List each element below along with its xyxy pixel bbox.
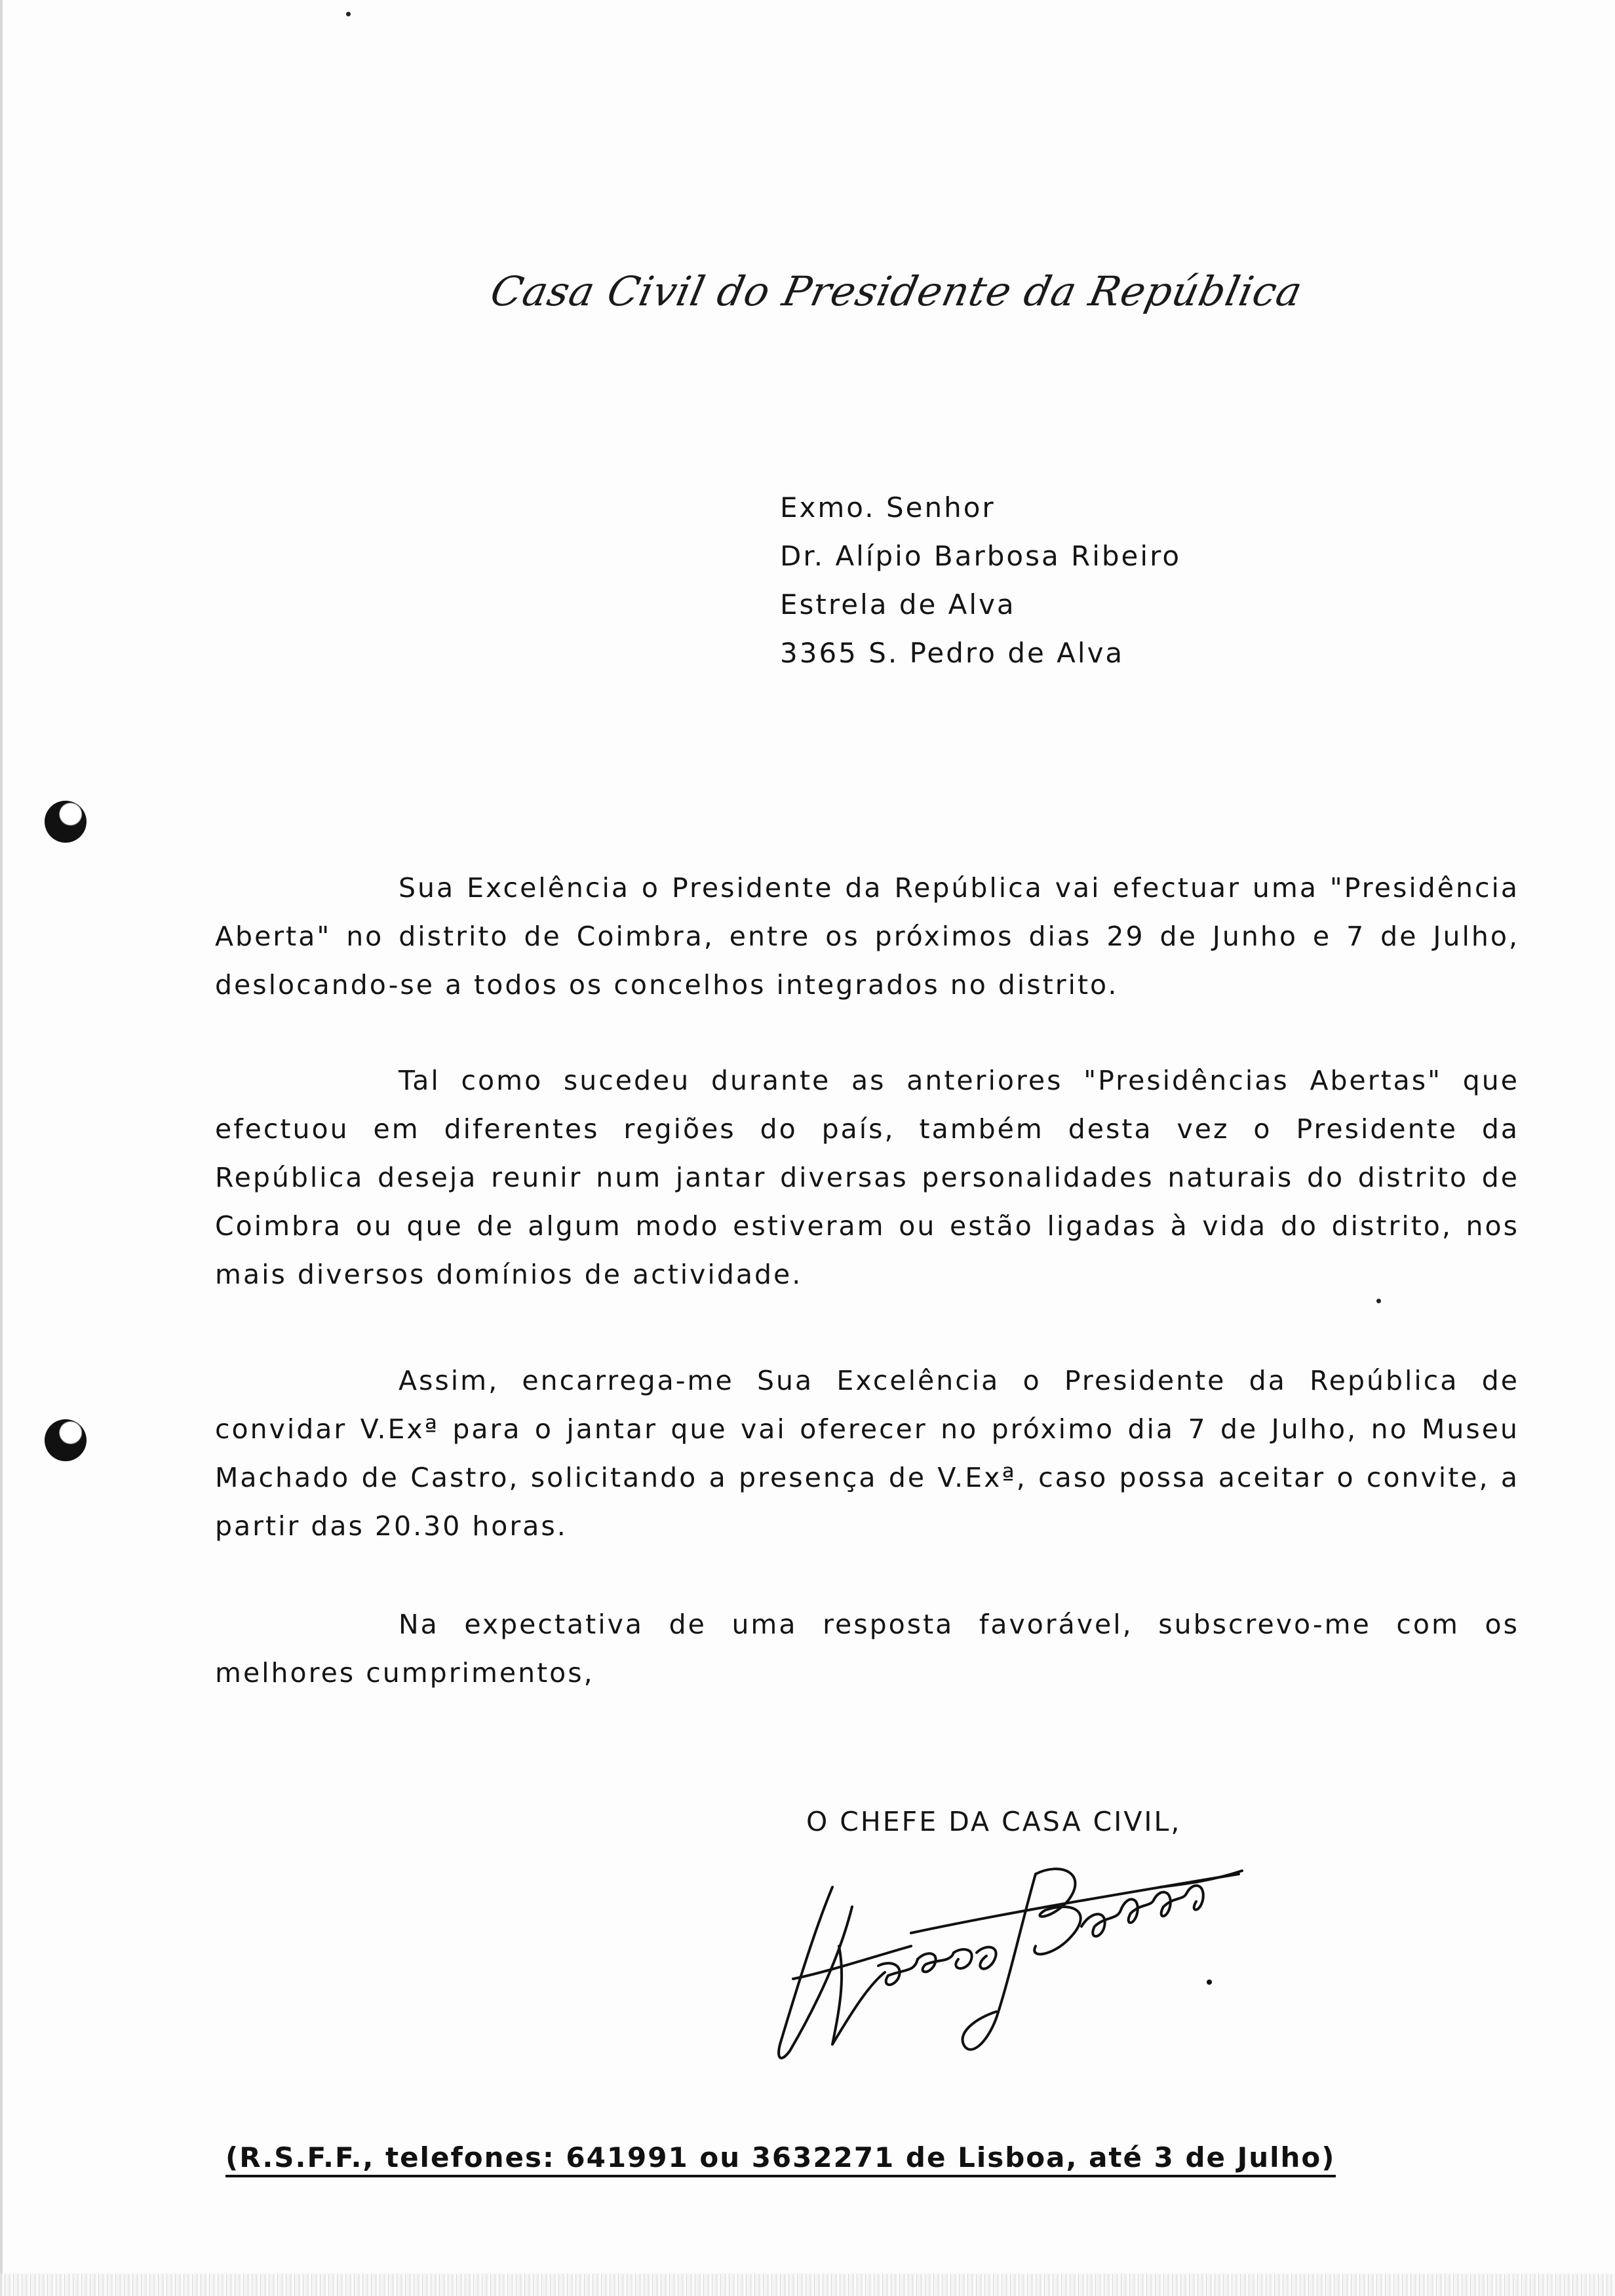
scan-edge-left [0, 0, 3, 2296]
paragraph-4-text: Na expectativa de uma resposta favorável, subscrevo-me com os melhores cumprimentos, [215, 1609, 1519, 1689]
body-paragraph-2 [215, 1056, 1519, 1299]
punch-hole-icon [45, 1419, 87, 1461]
handwritten-signature [754, 1848, 1252, 2103]
recipient-address-line1: Estrela de Alva [780, 588, 1016, 621]
scan-speck [1376, 1299, 1381, 1303]
paragraph-3-text: Assim, encarrega-me Sua Excelência o Presidente da República de convidar V.Exª para o jantar que vai oferecer no próximo dia 7 de Julho, no Museu Machado de Castro, solicitando a presença de V.Exª, caso possa aceitar o convite, a partir das 20.30 horas. [215, 1365, 1519, 1542]
scan-edge-bottom [0, 2274, 1615, 2296]
scan-speck [346, 12, 351, 16]
body-paragraph-3 [215, 1356, 1519, 1550]
paragraph-1-text: Sua Excelência o Presidente da República vai efectuar uma "Presidência Aberta" no distrito de Coimbra, entre os próximos dias 29 de Junho e 7 de Julho, deslocando-se a todos os concelhos integrados no distrito. [215, 872, 1519, 1001]
body-paragraph-1 [215, 864, 1519, 1009]
closing-title: O CHEFE DA CASA CIVIL, [806, 1806, 1182, 1837]
paragraph-2-text: Tal como sucedeu durante as anteriores "Presidências Abertas" que efectuou em diferentes regiões do país, também desta vez o Presidente da República deseja reunir num jantar diversas personalidades naturais do distrito de Coimbra ou que de algum modo estiveram ou estão ligadas à vida do distrito, nos mais diversos domínios de actividade. [215, 1065, 1519, 1290]
punch-hole-icon [45, 801, 87, 843]
letterhead-title: Casa Civil do Presidente da República [486, 267, 1307, 315]
body-paragraph-4 [215, 1600, 1519, 1697]
reply-request-note: (R.S.F.F., telefones: 641991 ou 3632271 de Lisboa, até 3 de Julho) [225, 2141, 1336, 2177]
recipient-name: Dr. Alípio Barbosa Ribeiro [780, 540, 1182, 572]
recipient-salutation: Exmo. Senhor [780, 491, 996, 524]
recipient-address-line2: 3365 S. Pedro de Alva [780, 637, 1125, 669]
